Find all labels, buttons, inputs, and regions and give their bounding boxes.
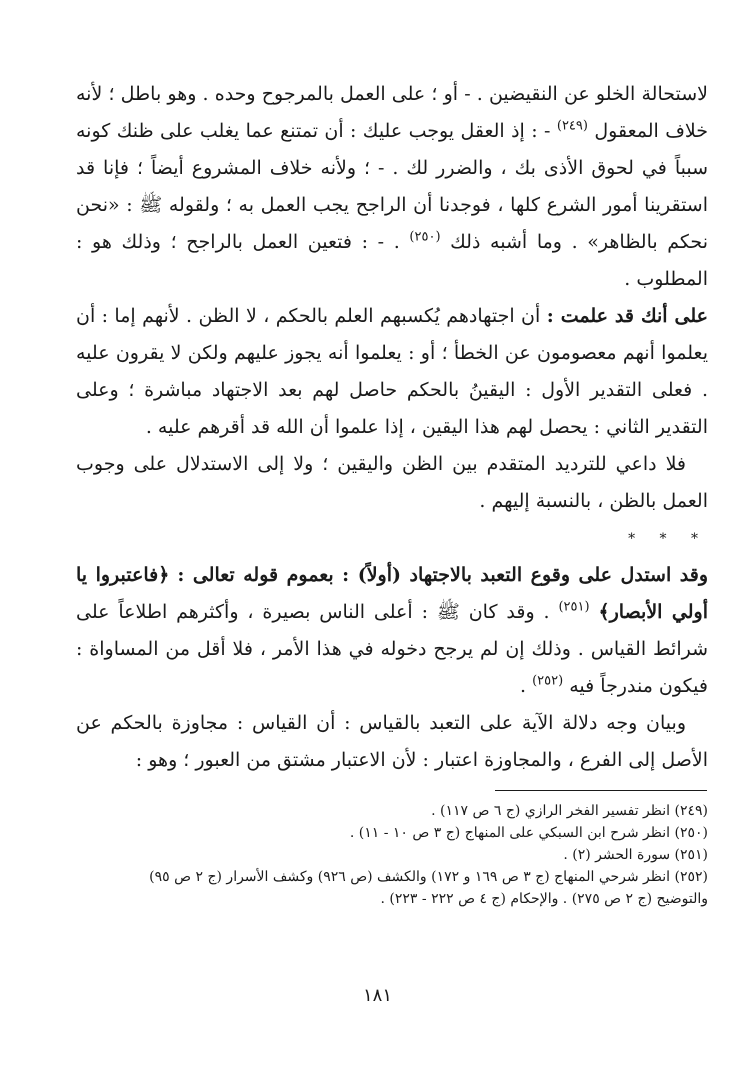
paragraph-2: على أنك قد علمت : أن اجتهادهم يُكسبهم العلم بالحكم ، لا الظن . لأنهم إما : أن يعلموا أنهم معصومون عن الخطأ ؛ أو : يعلموا أنه يجوز عليهم ولكن لا يقرون عليه . فعلى التقدير الأول : اليقينُ بالحكم حاصل لهم بعد الاجتهاد مباشرة ؛ وعلى التقدير الثاني : يحصل لهم هذا اليقين ، إذا علموا أن الله قد أقرهم عليه . [76, 305, 708, 438]
paragraph-1: لاستحالة الخلو عن النقيضين . - أو ؛ على العمل بالمرجوح وحده . وهو باطل ؛ لأنه خلاف المعقول $^{(٢٤٩)}$ - : إذ العقل يوجب عليك : أن تمتنع عما يغلب على ظنك كونه سبباً في لحوق الأذى بك ، والضرر لك . - ؛ ولأنه خلاف المشروع أيضاً ؛ فإنا قد استقرينا أمور الشرع كلها ، فوجدنا أن الراجح يجب العمل به ؛ ولقوله ﷺ : «نحن نحكم بالظاهر» . وما أشبه ذلك $^{(٢٥٠)}$ . - : فتعين العمل بالراجح ؛ وذلك هو : المطلوب . [76, 83, 708, 290]
footnote-ref-249[interactable]: (٢٤٩) [556, 118, 588, 134]
quran-quote: ﴿فاعتبروا يا أولي الأبصار﴾ [76, 564, 709, 623]
footnote-ref-251[interactable]: (٢٥١) [558, 599, 590, 615]
footnotes [76, 800, 708, 910]
page-number: ١٨١ [362, 985, 392, 1006]
section-divider: * * * [628, 531, 708, 547]
footnote-ref-250[interactable]: (٢٥٠) [409, 229, 441, 245]
footnote-252-continued: والتوضيح (ج ٢ ص ٢٧٥) . والإحكام (ج ٤ ص ٢٢٢ - ٢٢٣) . [380, 891, 708, 907]
paragraph-4-lead: وقد استدل على وقوع التعبد بالاجتهاد (أولاً) : بعموم قوله تعالى : [177, 564, 709, 586]
footnote-252: (٢٥٢) انظر شرحي المنهاج (ج ٣ ص ١٦٩ و ١٧٢) والكشف (ص ٩٢٦) وكشف الأسرار (ج ٢ ص ٩٥) [149, 869, 708, 885]
paragraph-4: وقد استدل على وقوع التعبد بالاجتهاد (أولاً) : بعموم قوله تعالى : ﴿فاعتبروا يا أولي الأبصار﴾ $^{(٢٥١)}$ . وقد كان ﷺ : أعلى الناس بصيرة ، وأكثرهم اطلاعاً على شرائط القياس . وذلك إن لم يرجح دخوله في هذا الأمر ، فلا أقل من المساواة : فيكون مندرجاً فيه $^{(٢٥٢)}$ . [76, 564, 709, 697]
footnote-ref-252[interactable]: (٢٥٢) [532, 673, 564, 689]
footnote-251: (٢٥١) سورة الحشر (٢) . [563, 847, 708, 863]
main-text [76, 76, 708, 779]
paragraph-3: فلا داعي للترديد المتقدم بين الظن واليقين ؛ ولا إلى الاستدلال على وجوب العمل بالظن ، بالنسبة إليهم . [76, 453, 708, 512]
footnote-250: (٢٥٠) انظر شرح ابن السبكي على المنهاج (ج ٣ ص ١٠ - ١١) . [349, 825, 708, 841]
footnote-249: (٢٤٩) انظر تفسير الفخر الرازي (ج ٦ ص ١١٧) . [431, 803, 708, 819]
paragraph-2-lead: على أنك قد علمت : [546, 305, 708, 327]
footnote-separator [495, 790, 707, 791]
paragraph-5: وبيان وجه دلالة الآية على التعبد بالقياس : أن القياس : مجاوزة بالحكم عن الأصل إلى الفرع ، والمجاوزة اعتبار : لأن الاعتبار مشتق من العبور ؛ وهو : [76, 712, 708, 771]
